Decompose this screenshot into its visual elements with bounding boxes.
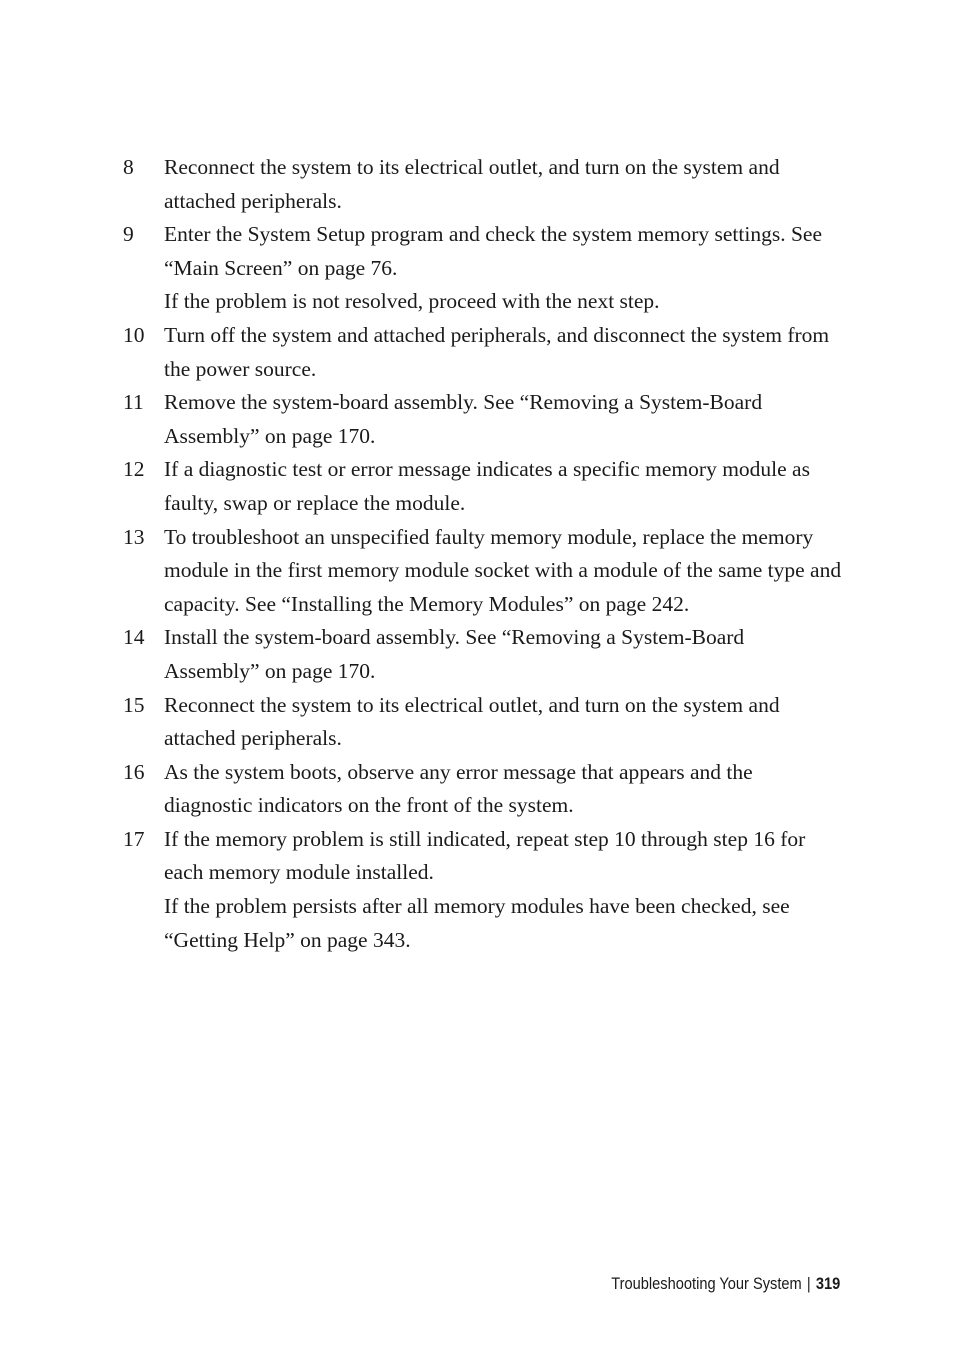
step-item (123, 453, 843, 520)
step-item (123, 823, 843, 957)
step-note: If the problem persists after all memory modules have been checked, see “Getting Help” on page 343. (164, 894, 790, 952)
step-number: 17 (123, 826, 145, 851)
step-body (164, 521, 843, 622)
step-number: 13 (123, 524, 145, 549)
step-text: Reconnect the system to its electrical outlet, and turn on the system and attached peripherals. (164, 155, 780, 213)
step-item (123, 386, 843, 453)
step-item (123, 521, 843, 622)
step-number: 16 (123, 759, 145, 784)
step-body (164, 823, 843, 957)
step-body (164, 689, 843, 756)
step-number: 14 (123, 625, 145, 650)
page-footer (611, 1271, 840, 1297)
step-text: To troubleshoot an unspecified faulty memory module, replace the memory module in the first memory module socket with a module of the same type and capacity. See “Installing the Memory Modules” on page 242. (164, 524, 842, 616)
step-number: 8 (123, 155, 134, 179)
step-text: Remove the system-board assembly. See “Removing a System-Board Assembly” on page 170. (164, 390, 763, 448)
step-text: If the memory problem is still indicated, repeat step 10 through step 16 for each memory module installed. (164, 826, 806, 885)
step-item (123, 319, 843, 386)
step-body (164, 151, 843, 218)
step-body (164, 621, 843, 688)
step-body (164, 218, 843, 319)
footer-section-title: Troubleshooting Your System (611, 1274, 802, 1293)
step-text: If a diagnostic test or error message indicates a specific memory module as faulty, swap or replace the module. (164, 457, 810, 515)
step-body (164, 319, 843, 386)
step-text: Reconnect the system to its electrical outlet, and turn on the system and attached peripherals. (164, 692, 780, 751)
step-number: 15 (123, 692, 145, 717)
step-item (123, 151, 843, 218)
step-text: As the system boots, observe any error message that appears and the diagnostic indicators on the front of the system. (164, 759, 753, 818)
step-body (164, 756, 843, 823)
step-body (164, 453, 843, 520)
step-text: Enter the System Setup program and check the system memory settings. See “Main Screen” on page 76. (164, 222, 822, 280)
step-text: Turn off the system and attached peripherals, and disconnect the system from the power source. (164, 322, 830, 381)
step-item (123, 621, 843, 688)
footer-separator: | (806, 1274, 811, 1293)
procedure-steps (123, 151, 843, 957)
step-number: 11 (123, 390, 144, 415)
step-item (123, 218, 843, 319)
step-note: If the problem is not resolved, proceed with the next step. (164, 289, 660, 314)
step-body (164, 386, 843, 453)
step-number: 12 (123, 457, 145, 482)
step-item (123, 756, 843, 823)
page-number: 319 (815, 1274, 840, 1293)
step-item (123, 689, 843, 756)
step-text: Install the system-board assembly. See “Removing a System-Board Assembly” on page 170. (164, 625, 745, 683)
step-number: 9 (123, 222, 134, 247)
step-number: 10 (123, 322, 145, 347)
